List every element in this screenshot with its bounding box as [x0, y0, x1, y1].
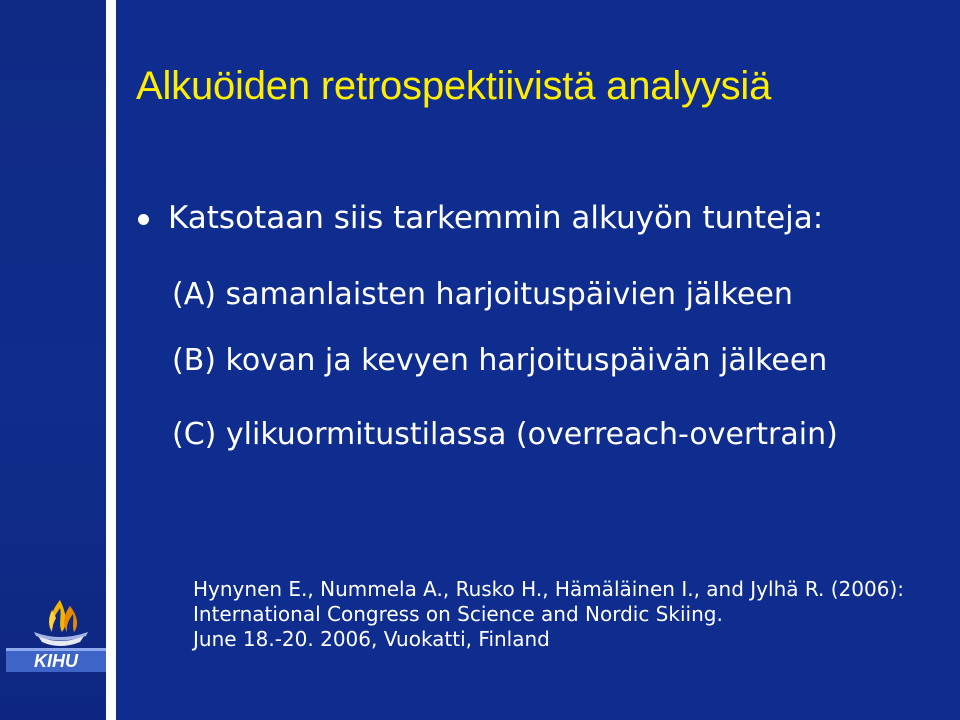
bullet-text: Katsotaan siis tarkemmin alkuyön tunteja: — [168, 200, 824, 236]
reference-block — [193, 577, 904, 652]
torch-flame-logo-icon — [49, 600, 77, 632]
reference-line-2: International Congress on Science and Nordic Skiing. — [193, 602, 723, 626]
sub-item-a: (A) samanlaisten harjoituspäivien jälkeen — [172, 277, 793, 312]
slide-title: Alkuöiden retrospektiivistä analyysiä — [136, 64, 772, 108]
reference-line-1: Hynynen E., Nummela A., Rusko H., Hämäläinen I., and Jylhä R. (2006): — [193, 577, 904, 601]
reference-line-3: June 18.-20. 2006, Vuokatti, Finland — [193, 627, 550, 651]
logo-text: KIHU — [34, 651, 78, 671]
sub-item-c: (C) ylikuormitustilassa (overreach-overtrain) — [172, 417, 838, 452]
kihu-logo — [4, 596, 108, 676]
bullet-dot-icon — [138, 214, 149, 225]
sub-item-b: (B) kovan ja kevyen harjoituspäivän jälkeen — [172, 343, 828, 378]
bullet-item — [138, 200, 823, 236]
